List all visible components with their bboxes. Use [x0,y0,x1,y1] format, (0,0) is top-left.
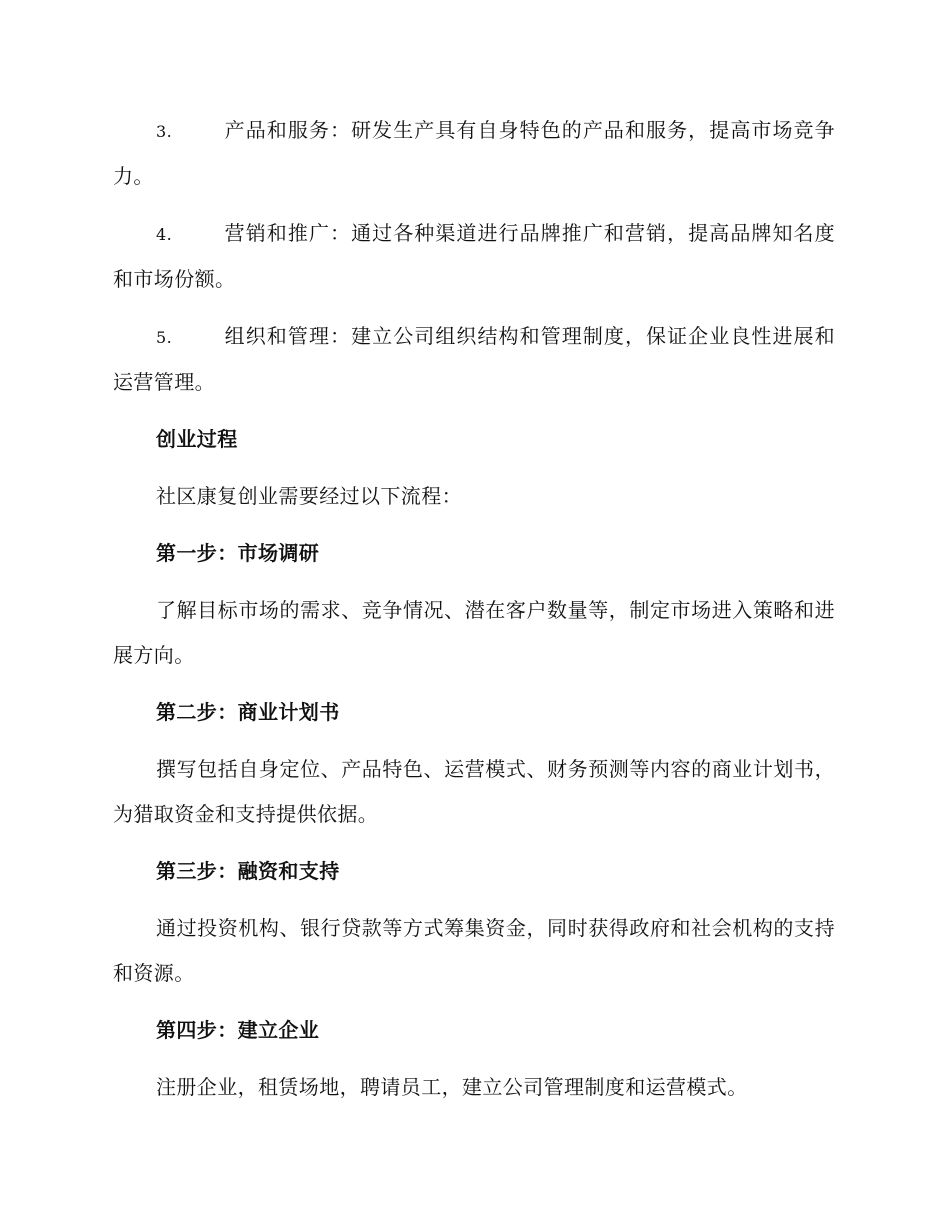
step-2-heading: 第二步：商业计划书 [156,700,340,724]
list-text: 产品和服务：研发生产具有自身特色的产品和服务，提高市场竞争力。 [113,118,835,188]
list-text: 组织和管理：建立公司组织结构和管理制度，保证企业良性进展和运营管理。 [113,324,835,394]
list-number: 4. [156,225,173,244]
step-4-heading: 第四步：建立企业 [156,1018,320,1042]
step-3-text: 通过投资机构、银行贷款等方式筹集资金，同时获得政府和社会机构的支持和资源。 [113,916,835,985]
step-1-heading: 第一步：市场调研 [156,541,320,565]
list-number: 3. [156,122,173,141]
step-1-text: 了解目标市场的需求、竞争情况、潜在客户数量等，制定市场进入策略和进展方向。 [113,598,835,667]
list-item-3 [113,108,835,199]
document-body [113,108,835,1122]
list-item-5 [113,314,835,405]
step-4-text: 注册企业，租赁场地，聘请员工，建立公司管理制度和运营模式。 [156,1075,748,1099]
step-2-text: 撰写包括自身定位、产品特色、运营模式、财务预测等内容的商业计划书，为猎取资金和支持提供依据。 [113,757,835,826]
list-item-4 [113,211,835,302]
step-3-heading: 第三步：融资和支持 [156,859,340,883]
section-intro: 社区康复创业需要经过以下流程： [156,484,462,508]
section-heading: 创业过程 [156,427,238,451]
list-number: 5. [156,328,173,347]
list-text: 营销和推广：通过各种渠道进行品牌推广和营销，提高品牌知名度和市场份额。 [113,221,835,291]
